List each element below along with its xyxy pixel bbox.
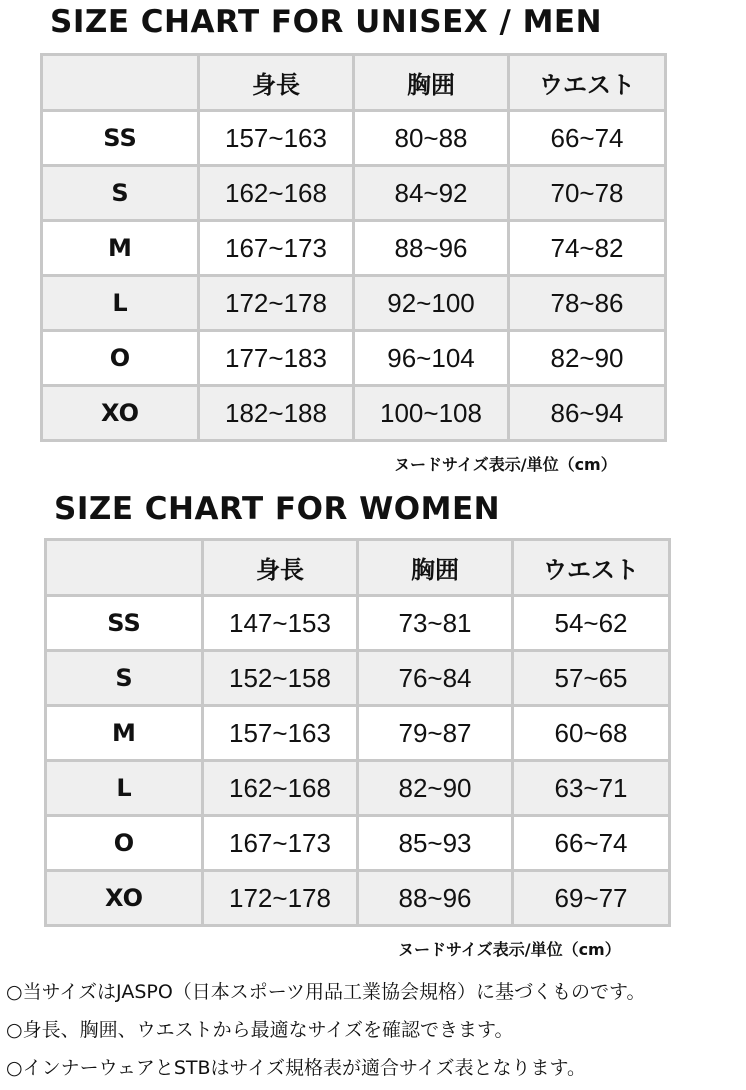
size-label: SS — [46, 596, 203, 651]
table-row — [42, 111, 666, 166]
header-chest: 胸囲 — [358, 540, 513, 596]
table-row — [42, 166, 666, 221]
waist-cell: 70~78 — [509, 166, 666, 221]
size-label: L — [46, 761, 203, 816]
size-label: O — [46, 816, 203, 871]
size-label: L — [42, 276, 199, 331]
table-header-row — [42, 55, 666, 111]
table-row — [42, 331, 666, 386]
footnote-innerwear: ○インナーウェアとSTBはサイズ規格表が適合サイズ表となります。 — [6, 1057, 586, 1079]
size-label: S — [46, 651, 203, 706]
header-height: 身長 — [203, 540, 358, 596]
waist-cell: 63~71 — [513, 761, 670, 816]
size-label: M — [46, 706, 203, 761]
height-cell: 162~168 — [203, 761, 358, 816]
table-row — [46, 596, 670, 651]
men-size-table — [40, 53, 667, 442]
waist-cell: 86~94 — [509, 386, 666, 441]
size-label: XO — [46, 871, 203, 926]
header-height: 身長 — [199, 55, 354, 111]
women-chart-title: SIZE CHART FOR WOMEN — [54, 491, 501, 527]
height-cell: 172~178 — [203, 871, 358, 926]
waist-cell: 54~62 — [513, 596, 670, 651]
waist-cell: 82~90 — [509, 331, 666, 386]
height-cell: 147~153 — [203, 596, 358, 651]
footnote-jaspo: ○当サイズはJASPO（日本スポーツ用品工業協会規格）に基づくものです。 — [6, 981, 646, 1003]
chest-cell: 82~90 — [358, 761, 513, 816]
chest-cell: 96~104 — [354, 331, 509, 386]
table-row — [46, 761, 670, 816]
women-unit-note: ヌードサイズ表示/単位（cm） — [398, 940, 621, 959]
waist-cell: 66~74 — [513, 816, 670, 871]
table-row — [46, 651, 670, 706]
table-row — [42, 386, 666, 441]
chest-cell: 80~88 — [354, 111, 509, 166]
women-size-table — [44, 538, 671, 927]
waist-cell: 57~65 — [513, 651, 670, 706]
height-cell: 172~178 — [199, 276, 354, 331]
table-row — [42, 276, 666, 331]
waist-cell: 69~77 — [513, 871, 670, 926]
table-row — [46, 871, 670, 926]
chest-cell: 88~96 — [358, 871, 513, 926]
chest-cell: 76~84 — [358, 651, 513, 706]
chest-cell: 79~87 — [358, 706, 513, 761]
waist-cell: 78~86 — [509, 276, 666, 331]
header-waist: ウエスト — [513, 540, 670, 596]
height-cell: 177~183 — [199, 331, 354, 386]
waist-cell: 60~68 — [513, 706, 670, 761]
size-label: XO — [42, 386, 199, 441]
chest-cell: 88~96 — [354, 221, 509, 276]
header-corner-cell — [46, 540, 203, 596]
height-cell: 182~188 — [199, 386, 354, 441]
men-unit-note: ヌードサイズ表示/単位（cm） — [394, 455, 617, 474]
height-cell: 162~168 — [199, 166, 354, 221]
height-cell: 157~163 — [199, 111, 354, 166]
table-row — [42, 221, 666, 276]
waist-cell: 74~82 — [509, 221, 666, 276]
chest-cell: 73~81 — [358, 596, 513, 651]
height-cell: 157~163 — [203, 706, 358, 761]
size-label: M — [42, 221, 199, 276]
table-header-row — [46, 540, 670, 596]
height-cell: 167~173 — [203, 816, 358, 871]
footnote-fit-check: ○身長、胸囲、ウエストから最適なサイズを確認できます。 — [6, 1019, 514, 1041]
table-row — [46, 816, 670, 871]
chest-cell: 85~93 — [358, 816, 513, 871]
table-row — [46, 706, 670, 761]
chest-cell: 92~100 — [354, 276, 509, 331]
header-waist: ウエスト — [509, 55, 666, 111]
chest-cell: 84~92 — [354, 166, 509, 221]
men-chart-title: SIZE CHART FOR UNISEX / MEN — [50, 4, 603, 40]
waist-cell: 66~74 — [509, 111, 666, 166]
header-chest: 胸囲 — [354, 55, 509, 111]
height-cell: 152~158 — [203, 651, 358, 706]
header-corner-cell — [42, 55, 199, 111]
size-label: S — [42, 166, 199, 221]
size-label: SS — [42, 111, 199, 166]
height-cell: 167~173 — [199, 221, 354, 276]
chest-cell: 100~108 — [354, 386, 509, 441]
size-label: O — [42, 331, 199, 386]
